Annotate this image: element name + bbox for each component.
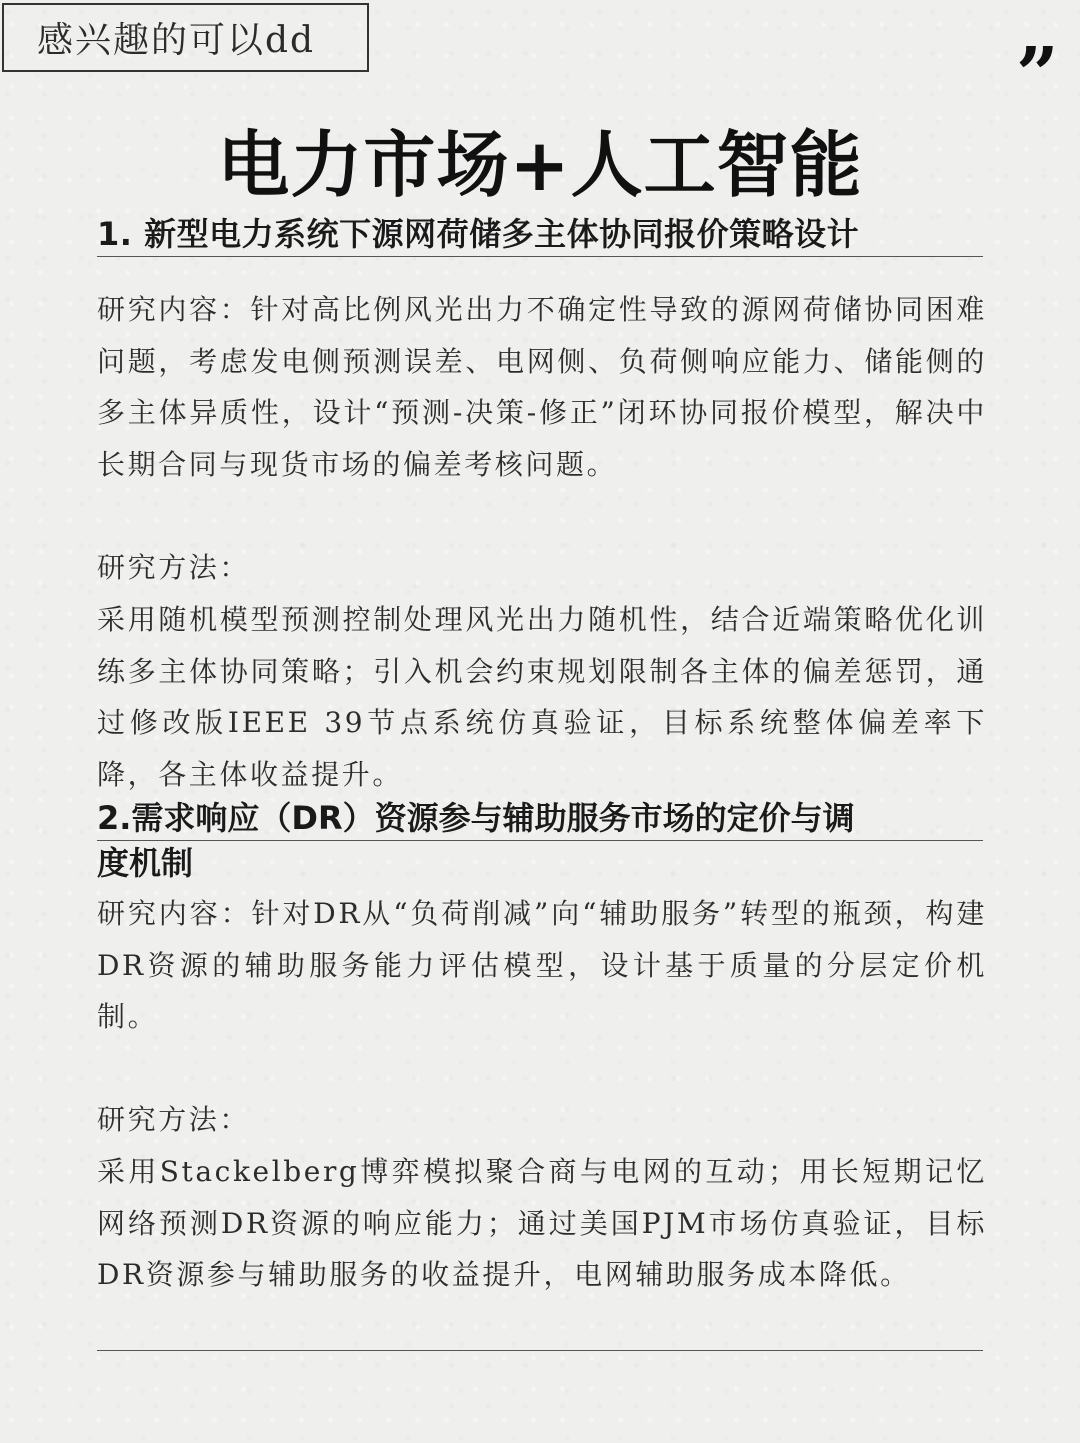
bottom-divider	[97, 1350, 983, 1351]
section-2-heading-line1: 2.需求响应（DR）资源参与辅助服务市场的定价与调	[97, 796, 983, 841]
section-1-heading: 1. 新型电力系统下源网荷储多主体协同报价策略设计	[97, 212, 983, 257]
section-2-method-label: 研究方法：	[97, 1103, 251, 1136]
quote-mark-icon: ”	[1016, 32, 1059, 118]
section-2-content: 研究内容：针对DR从“负荷削减”向“辅助服务”转型的瓶颈，构建DR资源的辅助服务能力评估模型，设计基于质量的分层定价机制。	[97, 897, 987, 1033]
page-title: 电力市场+人工智能	[217, 123, 863, 207]
section-2-heading-line2: 度机制	[97, 844, 194, 882]
section-1-content: 研究内容：针对高比例风光出力不确定性导致的源网荷储协同困难问题，考虑发电侧预测误差、电网侧、负荷侧响应能力、储能侧的多主体异质性，设计“预测-决策-修正”闭环协同报价模型，解决中长期合同与现货市场的偏差考核问题。	[97, 293, 987, 481]
section-2-method: 采用Stackelberg博弈模拟聚合商与电网的互动；用长短期记忆网络预测DR资源的响应能力；通过美国PJM市场仿真验证，目标DR资源参与辅助服务的收益提升，电网辅助服务成本降低。	[97, 1155, 987, 1291]
tag-label: 感兴趣的可以dd	[2, 3, 369, 72]
section-1-method: 采用随机模型预测控制处理风光出力随机性，结合近端策略优化训练多主体协同策略；引入机会约束规划限制各主体的偏差惩罚，通过修改版IEEE 39节点系统仿真验证，目标系统整体偏差率下降，各主体收益提升。	[97, 603, 987, 791]
section-1-method-label: 研究方法：	[97, 551, 251, 584]
